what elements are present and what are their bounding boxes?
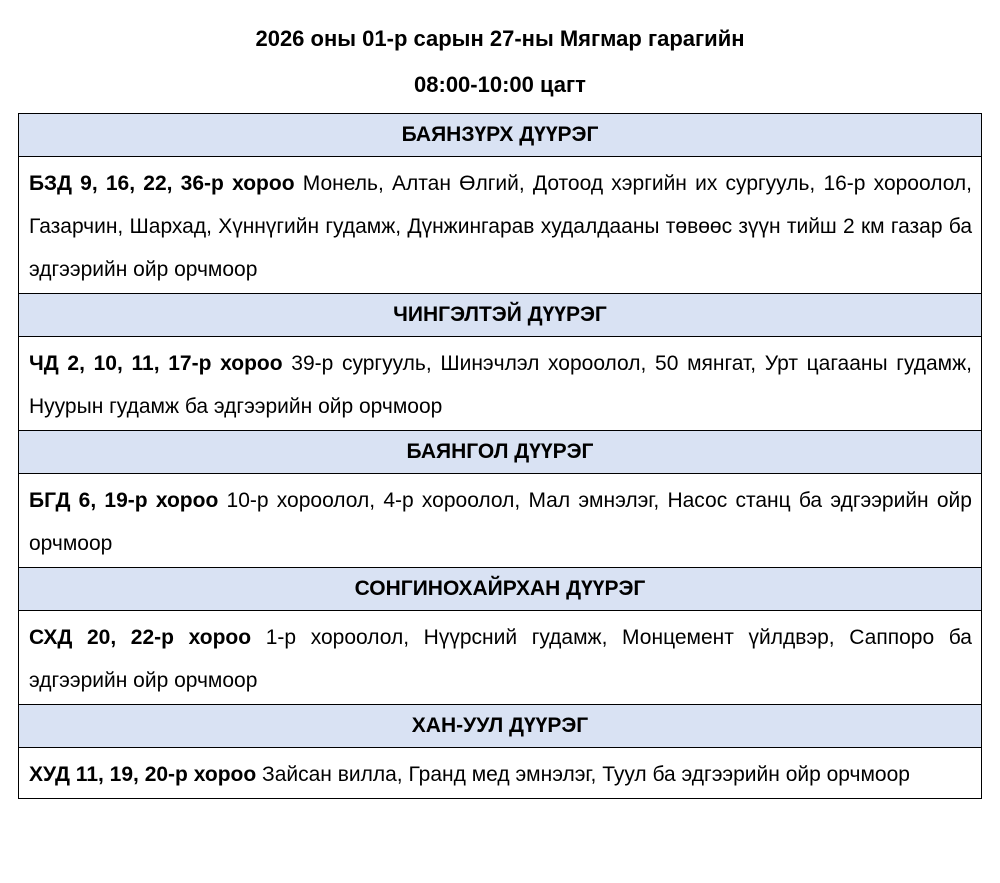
district-areas-cell-chingeltei — [19, 337, 982, 431]
district-areas-cell-bayanzurkh — [19, 157, 982, 294]
district-body-row-songinokhairkhan — [19, 611, 982, 705]
district-header-row-chingeltei — [19, 294, 982, 337]
district-name-songinokhairkhan: СОНГИНОХАЙРХАН ДҮҮРЭГ — [19, 568, 982, 611]
district-header-row-bayangol — [19, 431, 982, 474]
district-body-row-bayangol — [19, 474, 982, 568]
khoroo-label: ЧД 2, 10, 11, 17-р хороо — [29, 352, 283, 375]
khoroo-label: БЗД 9, 16, 22, 36-р хороо — [29, 172, 295, 195]
khoroo-label: БГД 6, 19-р хороо — [29, 489, 219, 512]
khoroo-label: ХУД 11, 19, 20-р хороо — [29, 763, 257, 786]
district-header-row-songinokhairkhan — [19, 568, 982, 611]
district-body-row-chingeltei — [19, 337, 982, 431]
district-areas-cell-bayangol — [19, 474, 982, 568]
district-body-row-bayanzurkh — [19, 157, 982, 294]
district-name-bayanzurkh: БАЯНЗҮРХ ДҮҮРЭГ — [19, 114, 982, 157]
area-list: 1-р хороолол, Нүүрсний гудамж, Монцемент үйлдвэр, Саппоро ба эдгээрийн ойр орчмоор — [29, 626, 972, 692]
district-name-khan-uul: ХАН-УУЛ ДҮҮРЭГ — [19, 705, 982, 748]
district-header-row-bayanzurkh — [19, 114, 982, 157]
district-header-row-khan-uul — [19, 705, 982, 748]
area-list: Монель, Алтан Өлгий, Дотоод хэргийн их сургууль, 16-р хороолол, Газарчин, Шархад, Хүннүгийн гудамж, Дүнжингарав худалдааны төвөөс зүүн тийш 2 км газар ба эдгээрийн ойр орчмоор — [29, 172, 972, 281]
district-areas-cell-songinokhairkhan — [19, 611, 982, 705]
area-list: 39-р сургууль, Шинэчлэл хороолол, 50 мянгат, Урт цагааны гудамж, Нуурын гудамж ба эдгээрийн ойр орчмоор — [29, 352, 973, 418]
district-body-row-khan-uul — [19, 748, 982, 799]
district-areas-cell-khan-uul — [19, 748, 982, 799]
area-list: Зайсан вилла, Гранд мед эмнэлэг, Туул ба эдгээрийн ойр орчмоор — [262, 763, 910, 786]
district-schedule-table — [18, 113, 982, 799]
khoroo-label: СХД 20, 22-р хороо — [29, 626, 252, 649]
document-time-title: 08:00-10:00 цагт — [414, 72, 586, 97]
district-name-chingeltei: ЧИНГЭЛТЭЙ ДҮҮРЭГ — [19, 294, 982, 337]
district-name-bayangol: БАЯНГОЛ ДҮҮРЭГ — [19, 431, 982, 474]
document-date-title: 2026 оны 01-р сарын 27-ны Мягмар гарагийн — [255, 26, 745, 51]
area-list: 10-р хороолол, 4-р хороолол, Мал эмнэлэг, Насос станц ба эдгээрийн ойр орчмоор — [29, 489, 972, 555]
